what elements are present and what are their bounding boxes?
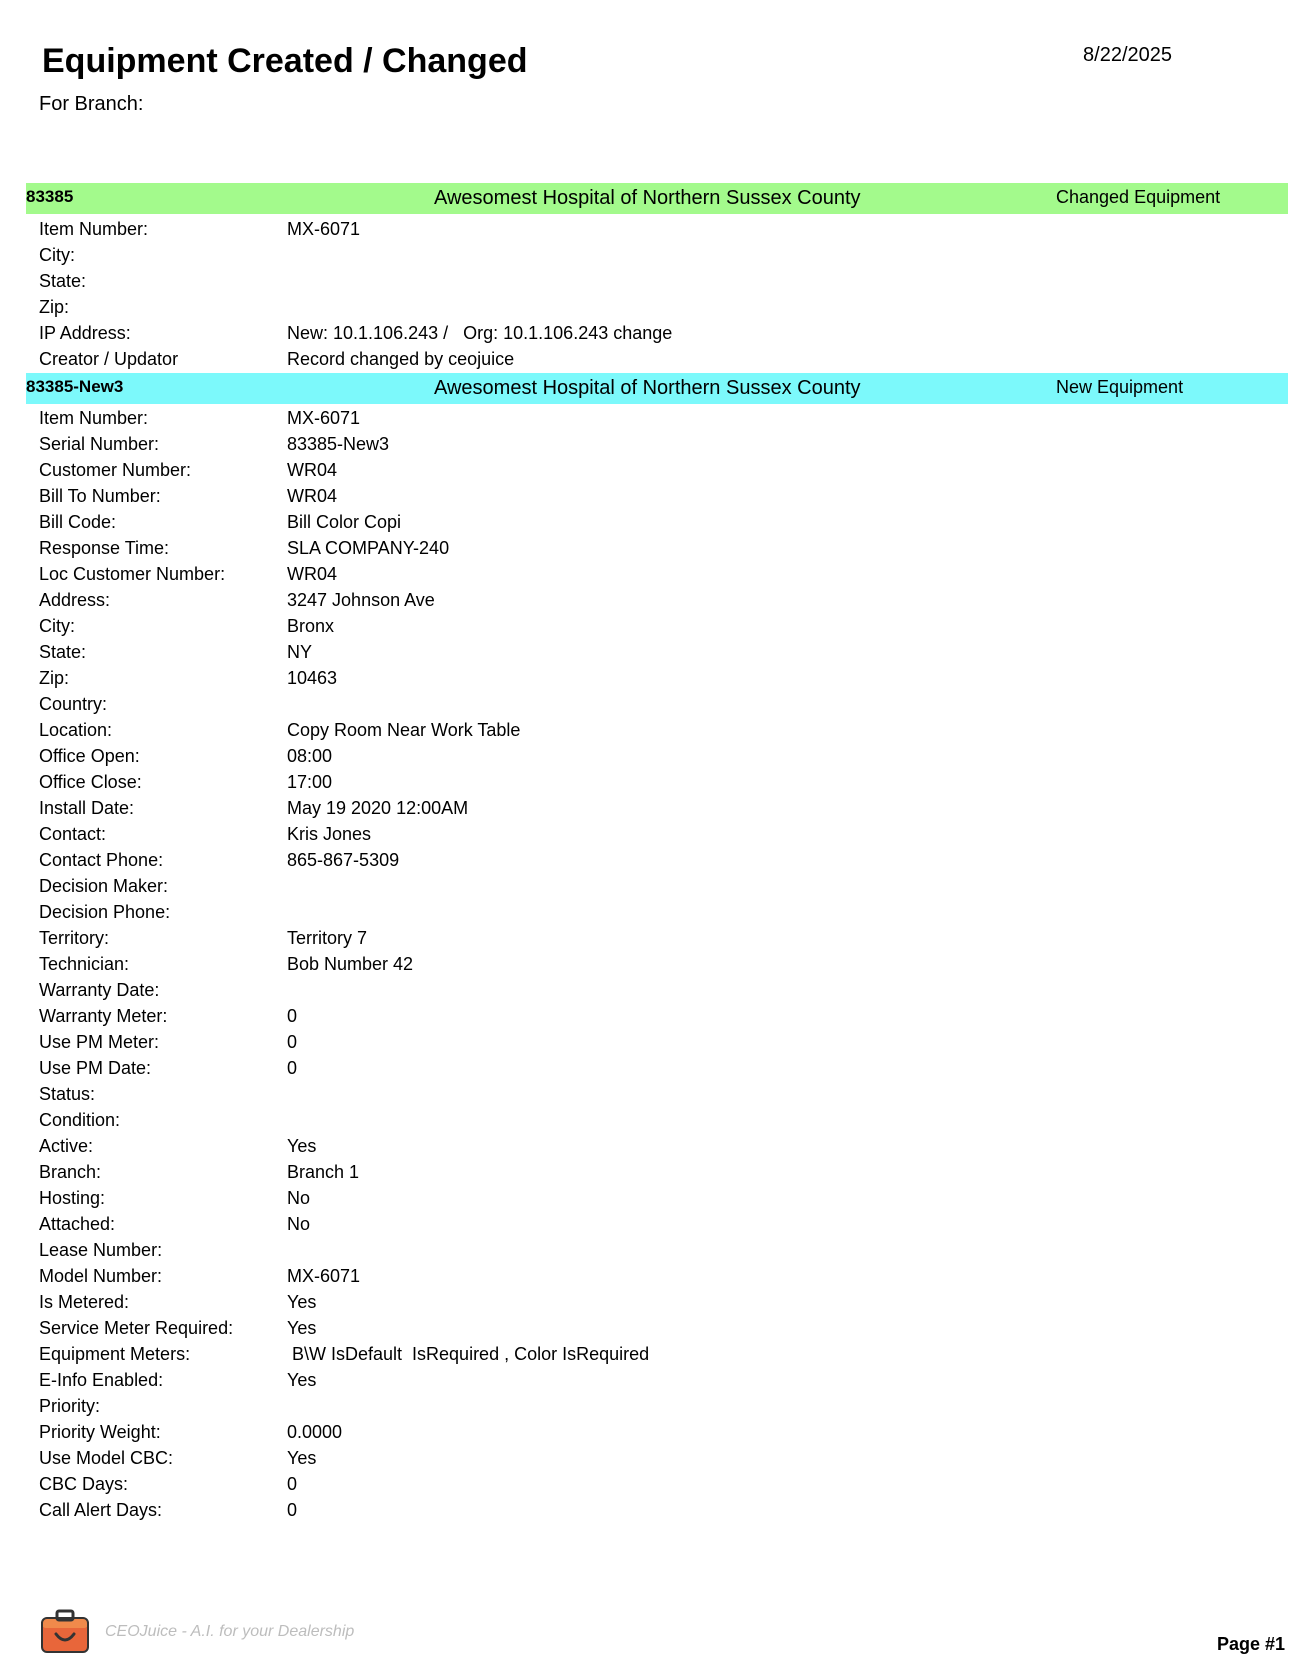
- field-label: Loc Customer Number:: [39, 564, 226, 584]
- field-value: No: [287, 1214, 311, 1234]
- field-label: Hosting:: [39, 1188, 106, 1208]
- field-label: Location:: [39, 720, 113, 740]
- record-number: 83385: [26, 187, 74, 206]
- field-label: Install Date:: [39, 798, 135, 818]
- field-value: 0: [287, 1032, 298, 1052]
- field-label: State:: [39, 271, 87, 291]
- field-label: Lease Number:: [39, 1240, 163, 1260]
- field-label: Item Number:: [39, 408, 149, 428]
- field-value: WR04: [287, 564, 338, 584]
- field-value: WR04: [287, 486, 338, 506]
- field-value: B\W IsDefault IsRequired , Color IsRequired: [287, 1344, 650, 1364]
- field-label: Technician:: [39, 954, 130, 974]
- field-label: Office Close:: [39, 772, 142, 792]
- field-label: Priority Weight:: [39, 1422, 161, 1442]
- field-value: MX-6071: [287, 219, 361, 239]
- field-label: Branch:: [39, 1162, 102, 1182]
- field-value: Yes: [287, 1318, 317, 1338]
- field-value: 83385-New3: [287, 434, 390, 454]
- field-value: NY: [287, 642, 313, 662]
- field-value: WR04: [287, 460, 338, 480]
- field-label: Territory:: [39, 928, 110, 948]
- field-label: Zip:: [39, 297, 70, 317]
- field-value: 0.0000: [287, 1422, 343, 1442]
- field-value: Bob Number 42: [287, 954, 414, 974]
- field-value: 0: [287, 1500, 298, 1520]
- field-label: Office Open:: [39, 746, 140, 766]
- field-value: Record changed by ceojuice: [287, 349, 515, 369]
- field-label: Decision Phone:: [39, 902, 171, 922]
- footer-tagline: CEOJuice - A.I. for your Dealership: [105, 1623, 355, 1640]
- field-value: Kris Jones: [287, 824, 372, 844]
- field-label: Equipment Meters:: [39, 1344, 191, 1364]
- field-value: 0: [287, 1058, 298, 1078]
- field-label: Priority:: [39, 1396, 101, 1416]
- field-label: Warranty Meter:: [39, 1006, 168, 1026]
- field-label: Decision Maker:: [39, 876, 169, 896]
- field-label: Is Metered:: [39, 1292, 130, 1312]
- field-label: City:: [39, 616, 75, 636]
- field-label: Item Number:: [39, 219, 149, 239]
- field-value: MX-6071: [287, 1266, 361, 1286]
- report-date: 8/22/2025: [1083, 44, 1172, 66]
- field-label: Warranty Date:: [39, 980, 160, 1000]
- field-label: Address:: [39, 590, 111, 610]
- field-value: Bill Color Copi: [287, 512, 402, 532]
- field-label: Customer Number:: [39, 460, 192, 480]
- field-label: Use PM Date:: [39, 1058, 152, 1078]
- field-value: 3247 Johnson Ave: [287, 590, 435, 610]
- record-customer: Awesomest Hospital of Northern Sussex County: [434, 377, 861, 399]
- field-label: Response Time:: [39, 538, 170, 558]
- branch-label: For Branch:: [39, 93, 144, 115]
- field-value: Yes: [287, 1136, 317, 1156]
- field-value: 0: [287, 1006, 298, 1026]
- field-label: CBC Days:: [39, 1474, 129, 1494]
- field-value: May 19 2020 12:00AM: [287, 798, 469, 818]
- field-value: SLA COMPANY-240: [287, 538, 450, 558]
- field-value: 0: [287, 1474, 298, 1494]
- record-customer: Awesomest Hospital of Northern Sussex County: [434, 187, 861, 209]
- field-label: Country:: [39, 694, 108, 714]
- record-number: 83385-New3: [26, 377, 124, 396]
- field-label: Active:: [39, 1136, 94, 1156]
- field-value: 08:00: [287, 746, 333, 766]
- field-label: Model Number:: [39, 1266, 163, 1286]
- field-label: Bill Code:: [39, 512, 117, 532]
- field-label: IP Address:: [39, 323, 131, 343]
- record-header-changed: [26, 183, 1288, 214]
- field-value: 10463: [287, 668, 338, 688]
- field-value: Yes: [287, 1448, 317, 1468]
- field-value: Branch 1: [287, 1162, 360, 1182]
- field-label: Condition:: [39, 1110, 121, 1130]
- field-label: Contact Phone:: [39, 850, 164, 870]
- record-header-new: [26, 373, 1288, 404]
- field-label: Service Meter Required:: [39, 1318, 234, 1338]
- field-value: 17:00: [287, 772, 333, 792]
- field-label: Status:: [39, 1084, 96, 1104]
- field-value: MX-6071: [287, 408, 361, 428]
- field-value: No: [287, 1188, 311, 1208]
- record-type: New Equipment: [1056, 377, 1184, 397]
- ceojuice-briefcase-icon: [38, 1608, 92, 1654]
- field-label: Attached:: [39, 1214, 116, 1234]
- field-label: Zip:: [39, 668, 70, 688]
- field-label: E-Info Enabled:: [39, 1370, 164, 1390]
- report-title: Equipment Created / Changed: [42, 42, 528, 80]
- field-label: Use PM Meter:: [39, 1032, 160, 1052]
- field-value: Territory 7: [287, 928, 368, 948]
- field-value: 865-867-5309: [287, 850, 400, 870]
- record-type: Changed Equipment: [1056, 187, 1221, 207]
- field-label: Creator / Updator: [39, 349, 179, 369]
- field-label: Serial Number:: [39, 434, 160, 454]
- field-value: Bronx: [287, 616, 335, 636]
- field-label: Contact:: [39, 824, 107, 844]
- field-label: Use Model CBC:: [39, 1448, 174, 1468]
- field-value: New: 10.1.106.243 / Org: 10.1.106.243 change: [287, 323, 673, 343]
- field-label: Call Alert Days:: [39, 1500, 163, 1520]
- field-value: Copy Room Near Work Table: [287, 720, 521, 740]
- page-number: Page #1: [1216, 1634, 1285, 1654]
- field-label: State:: [39, 642, 87, 662]
- field-label: City:: [39, 245, 75, 265]
- field-value: Yes: [287, 1370, 317, 1390]
- field-value: Yes: [287, 1292, 317, 1312]
- field-label: Bill To Number:: [39, 486, 161, 506]
